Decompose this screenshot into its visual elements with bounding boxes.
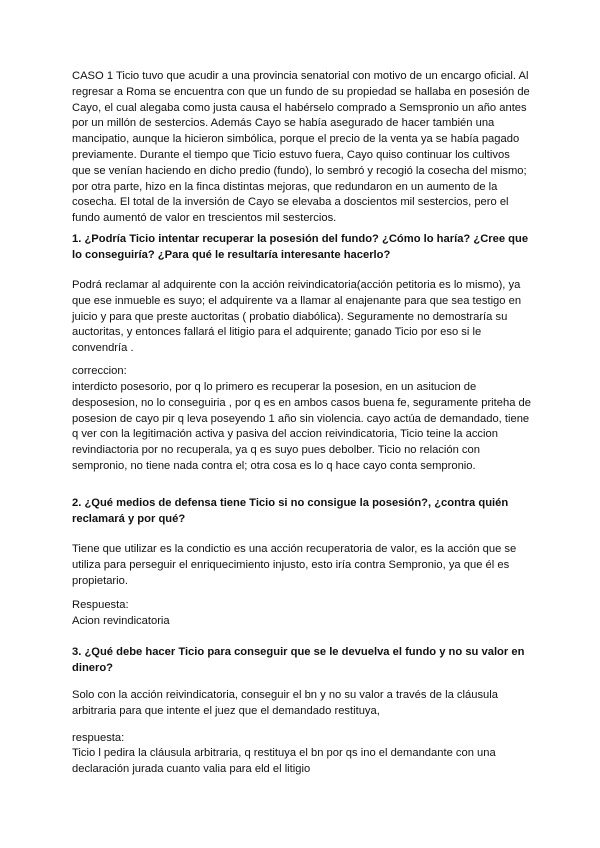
question-1: 1. ¿Podría Ticio intentar recuperar la posesión del fundo? ¿Cómo lo haría? ¿Cree que lo conseguiría? ¿Para qué le resultaría interesante hacerlo? [72,233,529,261]
correction-1-label: correccion: [72,365,127,377]
case-intro-paragraph: CASO 1 Ticio tuvo que acudir a una provincia senatorial con motivo de un encargo oficial. Al regresar a Roma se encuentra con que un fundo de su propiedad se hallaba en posesión de Cayo, el cual alegaba como justa causa el habérselo comprado a Semspronio un año antes por un millón de sestercios. Además Cayo se había asegurado de hacer también una mancipatio, aunque la hicieron simbólica, porque el precio de la venta ya se había pagado previamente. Durante el tiempo que Ticio estuvo fuera, Cayo quiso continuar los cultivos que se venían haciendo en dicho predio (fundo), lo sembró y recogió la cosecha del mismo; por otra parte, hizo en la finca distintas mejoras, que redundaron en un aumento de la cosecha. El total de la inversión de Cayo se elevaba a doscientos mil sestercios, pero el fundo aumentó de valor en trescientos mil sestercios. [72,70,530,225]
question-3: 3. ¿Qué debe hacer Ticio para conseguir que se le devuelva el fundo y no su valor en dinero? [72,646,525,674]
answer-2: Tiene que utilizar es la condictio es una acción recuperatoria de valor, es la acción que se utiliza para perseguir el enriquecimiento injusto, esto iría contra Sempronio, ya que él es propietario. [72,543,517,587]
response-2-label: Respuesta: [72,599,129,611]
response-2-text: Acion revindicatoria [72,615,170,627]
correction-1-text: interdicto posesorio, por q lo primero es recuperar la posesion, en un asitucion de desposesion, no lo conseguiria , por q es en ambos casos buena fe, seguramente priteha de posesion de cayo pir q leva poseyendo 1 año sin violencia. cayo actúa de demandado, tiene q ver con la legitimación activa y pasiva del accion reivindicatoria, Ticio teine la accion revindiactoria por no recuperala, ya q es suyo pues debolber. Ticio no relación con sempronio, no tiene nada contra el; otra cosa es lo q hace cayo conta sempronio. [72,381,531,472]
answer-3: Solo con la acción reivindicatoria, conseguir el bn y no su valor a través de la cláusula arbitraria para que intente el juez que el demandado restituya, [72,689,498,717]
response-3-text: Ticio l pedira la cláusula arbitraria, q restituya el bn por qs ino el demandante con una declaración jurada cuanto valia para eld el litigio [72,747,496,775]
answer-1: Podrá reclamar al adquirente con la acción reivindicatoria(acción petitoria es lo mismo), ya que ese inmueble es suyo; el adquirente va a llamar al enajenante para que sea testigo en juicio y para que preste auctoritas ( probatio diabólica). Seguramente no demostraría su auctoritas, y entonces fallará el litigio para el adquirente; ganado Ticio por eso si le convendría . [72,279,522,355]
question-2: 2. ¿Qué medios de defensa tiene Ticio si no consigue la posesión?, ¿contra quién reclamará y por qué? [72,497,509,525]
response-3-label: respuesta: [72,732,125,744]
